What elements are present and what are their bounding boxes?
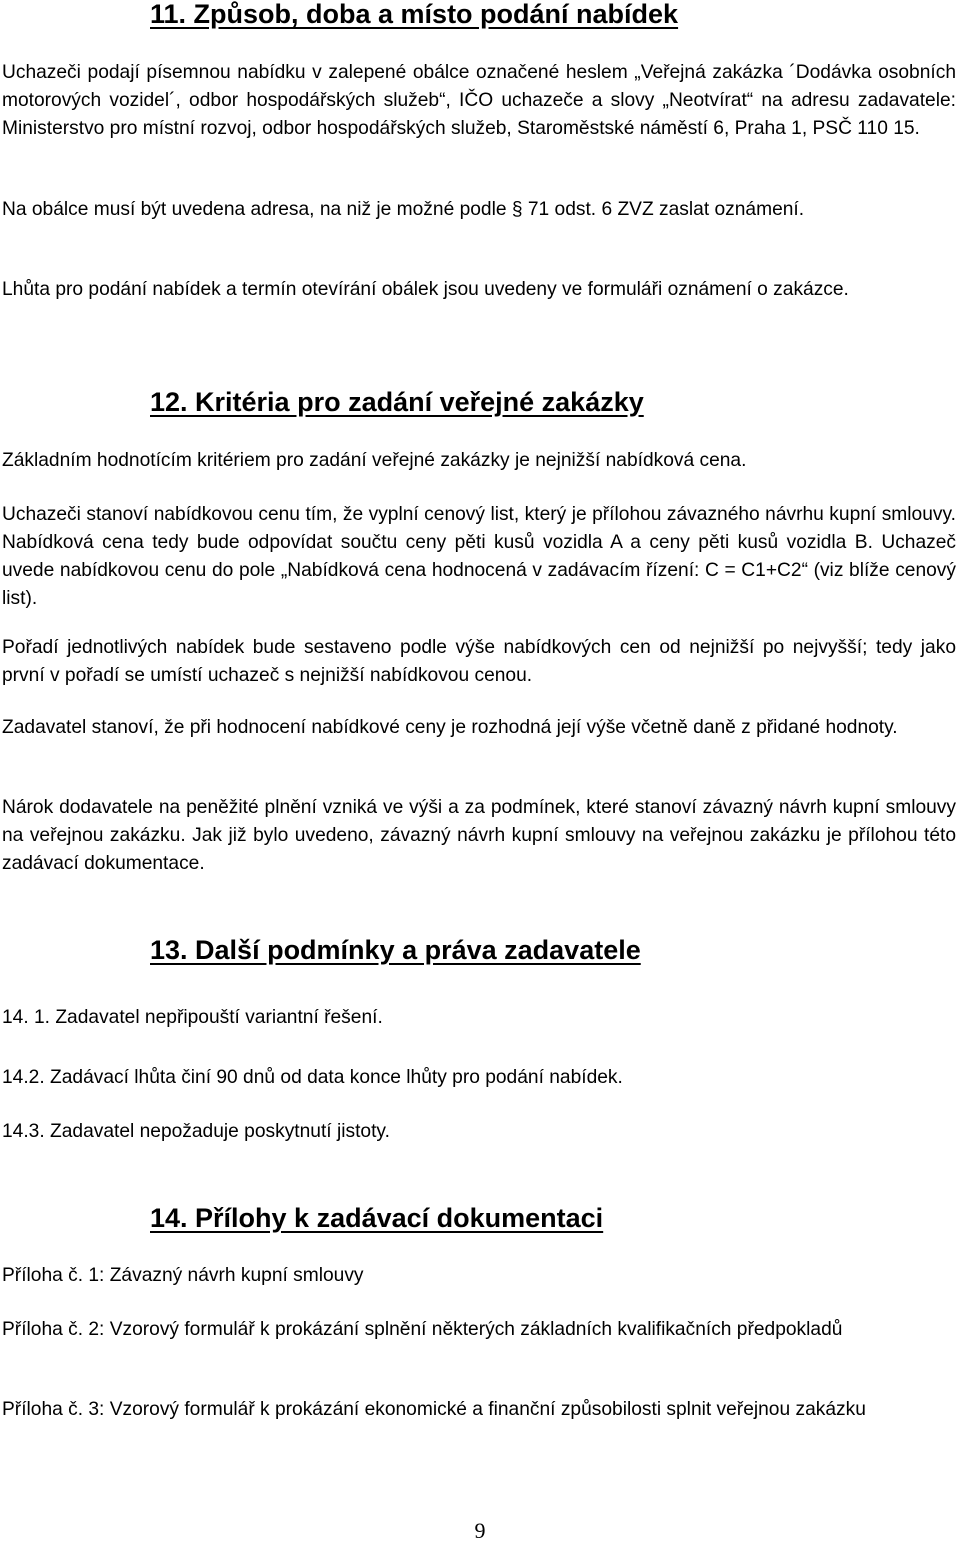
- section-12-paragraph-1: Základním hodnotícím kritériem pro zadání veřejné zakázky je nejnižší nabídková cena.: [2, 450, 747, 471]
- section-11-paragraph-3: Lhůta pro podání nabídek a termín otevírání obálek jsou uvedeny ve formuláři oznámení o zakázce.: [2, 279, 849, 300]
- section-12-paragraph-5: Nárok dodavatele na peněžité plnění vzniká ve výši a za podmínek, které stanoví závazný návrh kupní smlouvy na veřejnou zakázku. Jak již bylo uvedeno, závazný návrh kupní smlouvy na veřejnou zakázku je přílohou této zadávací dokumentace.: [2, 797, 956, 874]
- attachment-1: Příloha č. 1: Závazný návrh kupní smlouvy: [2, 1265, 364, 1286]
- section-12-paragraph-2: Uchazeči stanoví nabídkovou cenu tím, že vyplní cenový list, který je přílohou závazného návrhu kupní smlouvy. Nabídková cena tedy bude odpovídat součtu ceny pěti kusů vozidla A a ceny pěti kusů vozidla B. Uchazeč uvede nabídkovou cenu do pole „Nabídková cena hodnocená v zadávacím řízení: C = C1+C2“ (viz blíže cenový list).: [2, 504, 956, 609]
- section-12-heading: 12. Kritéria pro zadání veřejné zakázky: [150, 387, 644, 417]
- section-11-paragraph-1: Uchazeči podají písemnou nabídku v zalepené obálce označené heslem „Veřejná zakázka ´Dodávka osobních motorových vozidel´, odbor hospodářských služeb“, IČO uchazeče a slovy „Neotvírat“ na adresu zadavatele: Ministerstvo pro místní rozvoj, odbor hospodářských služeb, Staroměstské náměstí 6, Praha 1, PSČ 110 15.: [2, 62, 956, 139]
- section-11-paragraph-2: Na obálce musí být uvedena adresa, na niž je možné podle § 71 odst. 6 ZVZ zaslat oznámení.: [2, 199, 805, 220]
- attachment-2: Příloha č. 2: Vzorový formulář k prokázání splnění některých základních kvalifikačních předpokladů: [2, 1319, 843, 1340]
- section-12-paragraph-3: Pořadí jednotlivých nabídek bude sestaveno podle výše nabídkových cen od nejnižší po nejvyšší; tedy jako první v pořadí se umístí uchazeč s nejnižší nabídkovou cenou.: [2, 637, 956, 686]
- section-13-item-3: 14.3. Zadavatel nepožaduje poskytnutí jistoty.: [2, 1121, 390, 1142]
- page-number: 9: [474, 1518, 486, 1543]
- section-12-paragraph-4: Zadavatel stanoví, že při hodnocení nabídkové ceny je rozhodná její výše včetně daně z přidané hodnoty.: [2, 717, 898, 738]
- section-13-item-1: 14. 1. Zadavatel nepřipouští variantní řešení.: [2, 1007, 383, 1028]
- section-11-heading: 11. Způsob, doba a místo podání nabídek: [150, 0, 679, 29]
- section-13-item-2: 14.2. Zadávací lhůta činí 90 dnů od data konce lhůty pro podání nabídek.: [2, 1067, 623, 1088]
- section-13-heading: 13. Další podmínky a práva zadavatele: [150, 935, 641, 965]
- section-14-heading: 14. Přílohy k zadávací dokumentaci: [150, 1203, 604, 1233]
- attachment-3: Příloha č. 3: Vzorový formulář k prokázání ekonomické a finanční způsobilosti splnit veřejnou zakázku: [2, 1399, 866, 1420]
